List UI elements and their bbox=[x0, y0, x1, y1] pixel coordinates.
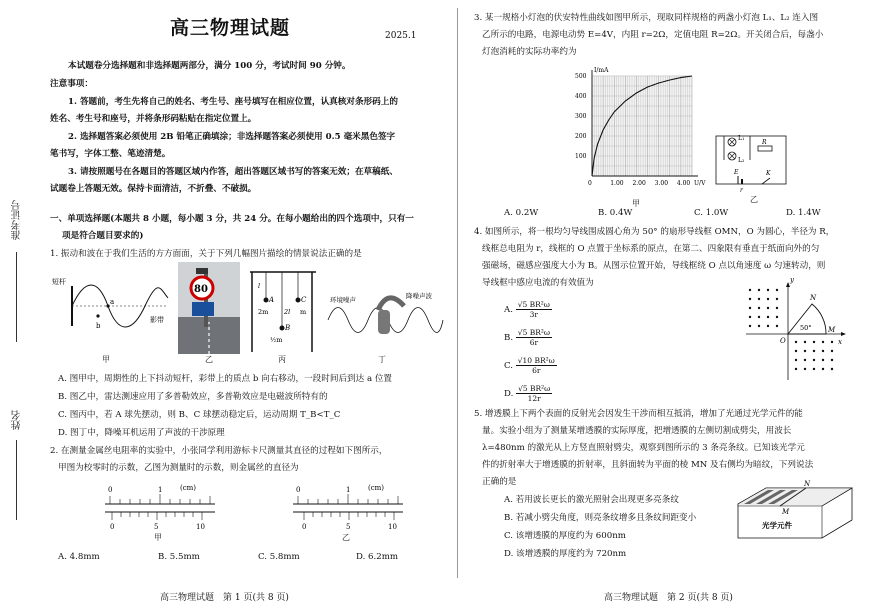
x-tick-label: 3.00 bbox=[654, 180, 669, 187]
mass-a-label: 2m bbox=[258, 308, 269, 316]
y-tick-label: 200 bbox=[575, 133, 587, 140]
note-line: 试题卷上答题无效。保持卡面清洁，不折叠、不破损。 bbox=[50, 184, 257, 194]
x-tick-label: 1.00 bbox=[610, 180, 624, 187]
length-b-label: 2l bbox=[284, 308, 291, 316]
field-dot bbox=[758, 316, 760, 318]
q2-option-b: B. 5.5mm bbox=[158, 552, 200, 562]
y-tick-label: 500 bbox=[575, 73, 587, 80]
q4-stem: 4. 如图所示，将一根均匀导线围成圆心角为 50° 的扇形导线框 OMN，O 为圆心，半径为 R， bbox=[474, 227, 835, 237]
field-dot bbox=[831, 341, 833, 343]
resistor-label: R bbox=[762, 139, 767, 146]
field-dot bbox=[767, 316, 769, 318]
exam-title: 高三物理试题 bbox=[170, 17, 291, 39]
field-dot bbox=[749, 289, 751, 291]
field-dot bbox=[776, 298, 778, 300]
field-dot bbox=[804, 350, 806, 352]
q1-fig-label: 丙 bbox=[278, 355, 286, 364]
length-a-label: l bbox=[258, 282, 261, 290]
q4-stem-cont: 线框总电阻为 r，线框的 O 点置于坐标系的原点，在第二、四象限有垂直于纸面向外的匀 bbox=[482, 244, 820, 254]
note-line: 2. 选择题答案必须使用 2B 铅笔正确填涂；非选择题答案必须使用 0.5 毫米黑色签字 bbox=[68, 132, 396, 142]
lamp-l2-label: L₂ bbox=[738, 157, 745, 164]
lamp-l1-label: L₁ bbox=[738, 135, 745, 142]
field-dot bbox=[749, 325, 751, 327]
ball-c-label: C bbox=[301, 296, 307, 304]
field-dot bbox=[767, 325, 769, 327]
ribbon-label: 影带 bbox=[150, 316, 164, 324]
x-tick-label: 2.00 bbox=[632, 180, 646, 187]
q1-fig-wave bbox=[50, 268, 170, 348]
field-dot bbox=[795, 350, 797, 352]
q5-stem-cont: 量。实验小组为了测量某增透膜的实际厚度，把增透膜的左侧切割成劈尖，用波长 bbox=[482, 426, 792, 436]
section-heading: 一、单项选择题(本题共 8 小题，每小题 3 分，共 24 分。在每小题给出的四个选项中，只有一 bbox=[50, 214, 414, 224]
q1-fig-pendulums bbox=[248, 268, 318, 352]
page-divider bbox=[457, 8, 458, 578]
q2-option-d: D. 6.2mm bbox=[356, 552, 399, 562]
field-dot bbox=[804, 359, 806, 361]
note-line: 笔书写，字体工整、笔迹清楚。 bbox=[50, 149, 171, 159]
q1-option-a: A. 图甲中，周期性的上下抖动短杆，彩带上的质点 b 向右移动，一段时间后到达 a 位置 bbox=[58, 374, 393, 384]
intro-text: 本试题卷分选择题和非选择题两部分，满分 100 分，考试时间 90 分钟。 bbox=[68, 61, 351, 71]
internal-r-label: r bbox=[740, 187, 743, 194]
field-dot bbox=[804, 341, 806, 343]
speed-sign-text: 80 bbox=[194, 284, 208, 295]
gutter-line-name bbox=[16, 440, 17, 520]
ball-b-label: B bbox=[285, 324, 291, 332]
y-axis-label: I/mA bbox=[594, 67, 609, 74]
q1-fig-label: 甲 bbox=[102, 355, 110, 364]
note-line: 3. 请按照题号在各题目的答题区域内作答，超出答题区域书写的答案无效；在草稿纸、 bbox=[68, 167, 398, 177]
field-dot bbox=[813, 341, 815, 343]
x-tick-label: 0 bbox=[588, 180, 592, 187]
gutter-line-exam-id bbox=[16, 252, 17, 342]
q3-fig-label: 甲 bbox=[632, 199, 640, 208]
q3-option-a: A. 0.2W bbox=[504, 208, 539, 218]
q4-option-a: A. $\frac{\text{√5 BR²ω}}{3r}$ bbox=[504, 300, 550, 319]
y-tick-label: 400 bbox=[575, 93, 587, 100]
q2-fig-label: 乙 bbox=[342, 533, 350, 542]
ambient-noise-label: 环境噪声 bbox=[330, 296, 356, 304]
field-dot bbox=[776, 316, 778, 318]
field-dot bbox=[749, 298, 751, 300]
y-tick-label: 300 bbox=[575, 113, 587, 120]
emf-label: E bbox=[734, 169, 739, 176]
field-dot bbox=[795, 359, 797, 361]
field-dot bbox=[822, 368, 824, 370]
q2-stem-cont: 甲图为校零时的示数，乙图为测量时的示数，则金属丝的直径为 bbox=[58, 463, 299, 473]
vernier-ten: 10 bbox=[388, 523, 397, 531]
q3-stem: 3. 某一规格小灯泡的伏安特性曲线如图甲所示，现取同样规格的两盏小灯泡 L₁、L₂ 连入图 bbox=[474, 13, 819, 23]
scale-one: 1 bbox=[346, 486, 351, 494]
short-rod-label: 短杆 bbox=[52, 278, 66, 286]
angle-label: 50° bbox=[800, 324, 812, 332]
binding-gutter bbox=[0, 0, 44, 615]
point-a-label: a bbox=[110, 298, 115, 306]
scale-unit: (cm) bbox=[368, 484, 385, 492]
section-heading-cont: 项是符合题目要求的) bbox=[62, 231, 144, 241]
gutter-label-name: 姓名 bbox=[12, 410, 23, 430]
q2-stem: 2. 在测量金属丝电阻率的实验中，小张同学利用游标卡尺测量其直径的过程如下图所示， bbox=[50, 446, 388, 456]
q3-iv-chart bbox=[574, 64, 706, 202]
gutter-label-exam-id: 准考证号 bbox=[12, 200, 23, 240]
ball-a-label: A bbox=[269, 296, 275, 304]
q4-fig-field bbox=[746, 276, 846, 382]
field-dot bbox=[758, 307, 760, 309]
field-dot bbox=[804, 368, 806, 370]
page-2 bbox=[474, 0, 854, 615]
scale-one: 1 bbox=[158, 486, 163, 494]
x-axis-label: U/V bbox=[694, 180, 706, 187]
vernier-zero: 0 bbox=[302, 523, 307, 531]
field-dot bbox=[767, 289, 769, 291]
axis-x-label: x bbox=[838, 338, 842, 346]
mass-c-label: m bbox=[300, 308, 307, 316]
q1-stem: 1. 振动和波在于我们生活的方方面面，关于下列几幅图片描绘的情景说法正确的是 bbox=[50, 249, 362, 259]
switch-label: K bbox=[766, 170, 771, 177]
axis-y-label: y bbox=[790, 276, 794, 284]
y-tick-label: 100 bbox=[575, 153, 587, 160]
q1-fig-label: 丁 bbox=[378, 355, 386, 364]
x-tick-label: 4.00 bbox=[676, 180, 691, 187]
q3-stem-cont: 乙所示的电路，电源电动势 E=4V，内阻 r=2Ω，定值电阻 R=2Ω。开关闭合后，每盏小 bbox=[482, 30, 824, 40]
q1-option-b: B. 图乙中，雷达测速应用了多普勒效应，多普勒效应是电磁波所特有的 bbox=[58, 392, 328, 402]
field-dot bbox=[813, 350, 815, 352]
field-dot bbox=[758, 298, 760, 300]
q1-fig-headphones bbox=[328, 280, 443, 350]
q5-stem-cont: 正确的是 bbox=[482, 477, 517, 487]
point-n-label: N bbox=[810, 294, 817, 302]
q5-fig-wedge bbox=[736, 482, 854, 548]
q4-option-c: C. $\frac{\text{√10 BR²ω}}{6r}$ bbox=[504, 356, 555, 375]
page-1 bbox=[50, 0, 440, 615]
q3-option-b: B. 0.4W bbox=[598, 208, 633, 218]
field-dot bbox=[822, 341, 824, 343]
q4-stem-cont: 导线框中感应电流的有效值为 bbox=[482, 278, 594, 288]
exam-date: 2025.1 bbox=[385, 31, 417, 41]
q3-fig-circuit bbox=[710, 130, 792, 192]
field-dot bbox=[795, 341, 797, 343]
field-dot bbox=[776, 325, 778, 327]
page-footer: 高三物理试题 第 1 页(共 8 页) bbox=[160, 593, 289, 603]
edge-m-label: M bbox=[782, 508, 790, 516]
point-m-label: M bbox=[828, 326, 836, 334]
field-dot bbox=[758, 289, 760, 291]
q4-stem-cont: 强磁场，磁感应强度大小为 B。从图示位置开始，导线框绕 O 点以角速度 ω 匀速转动，则 bbox=[482, 261, 826, 271]
q1-option-c: C. 图丙中，若 A 球先摆动，则 B、C 球摆动稳定后，运动周期 T_B<T_C bbox=[58, 410, 341, 420]
q2-fig-label: 甲 bbox=[154, 533, 162, 542]
field-dot bbox=[822, 350, 824, 352]
note-line: 1. 答题前，考生先将自己的姓名、考生号、座号填写在相应位置，认真核对条形码上的 bbox=[68, 97, 398, 107]
origin-label: O bbox=[780, 337, 786, 345]
vernier-five: 5 bbox=[154, 523, 159, 531]
field-dot bbox=[767, 298, 769, 300]
vernier-five: 5 bbox=[346, 523, 351, 531]
q1-fig-label: 乙 bbox=[205, 355, 213, 364]
field-dot bbox=[758, 325, 760, 327]
scale-unit: (cm) bbox=[180, 484, 197, 492]
vernier-zero: 0 bbox=[110, 523, 115, 531]
q2-option-c: C. 5.8mm bbox=[258, 552, 300, 562]
field-dot bbox=[831, 350, 833, 352]
q5-stem-cont: 件的折射率大于增透膜的折射率，且斜面转为平面的棱 MN 及右侧均为暗纹，下列说法 bbox=[482, 460, 814, 470]
q2-option-a: A. 4.8mm bbox=[58, 552, 100, 562]
anti-noise-label: 降噪声波 bbox=[406, 292, 432, 300]
edge-n-label: N bbox=[804, 480, 811, 488]
vernier-ten: 10 bbox=[196, 523, 205, 531]
field-dot bbox=[831, 368, 833, 370]
q4-option-b: B. $\frac{\text{√5 BR²ω}}{6r}$ bbox=[504, 328, 551, 347]
q5-option-a: A. 若用波长更长的激光照射会出现更多亮条纹 bbox=[504, 495, 679, 505]
field-dot bbox=[822, 359, 824, 361]
point-b-label: b bbox=[96, 322, 101, 330]
field-dot bbox=[776, 307, 778, 309]
q3-stem-cont: 灯泡消耗的实际功率约为 bbox=[482, 47, 577, 57]
page-footer: 高三物理试题 第 2 页(共 8 页) bbox=[604, 593, 733, 603]
q1-option-d: D. 图丁中，降噪耳机运用了声波的干涉原理 bbox=[58, 428, 225, 438]
field-dot bbox=[813, 359, 815, 361]
field-dot bbox=[831, 359, 833, 361]
field-dot bbox=[749, 307, 751, 309]
field-dot bbox=[813, 368, 815, 370]
field-dot bbox=[776, 289, 778, 291]
q3-option-c: C. 1.0W bbox=[694, 208, 729, 218]
mass-b-label: ½m bbox=[270, 336, 283, 344]
q3-fig-label: 乙 bbox=[750, 195, 758, 204]
q5-option-c: C. 该增透膜的厚度约为 600nm bbox=[504, 531, 626, 541]
q5-stem: 5. 增透膜上下两个表面的反射光会因发生干涉而相互抵消，增加了光通过光学元件的能 bbox=[474, 409, 803, 419]
q5-stem-cont: λ=480nm 的激光从上方竖直照射劈尖，观察到图所示的 3 条亮条纹。已知该光学元 bbox=[482, 443, 805, 453]
field-dot bbox=[749, 316, 751, 318]
optical-element-label: 光学元件 bbox=[762, 521, 792, 530]
field-dot bbox=[795, 368, 797, 370]
q5-option-d: D. 该增透膜的厚度约为 720nm bbox=[504, 549, 627, 559]
q3-option-d: D. 1.4W bbox=[786, 208, 821, 218]
q1-fig-radar-photo bbox=[178, 262, 240, 354]
note-line: 姓名、考生号和座号，并将条形码粘贴在指定位置上。 bbox=[50, 114, 257, 124]
q4-option-d: D. $\frac{\text{√5 BR²ω}}{12r}$ bbox=[504, 384, 551, 403]
notes-title: 注意事项： bbox=[50, 79, 93, 89]
scale-zero: 0 bbox=[296, 486, 301, 494]
q5-option-b: B. 若减小劈尖角度，则亮条纹增多且条纹间距变小 bbox=[504, 513, 697, 523]
scale-zero: 0 bbox=[108, 486, 113, 494]
field-dot bbox=[767, 307, 769, 309]
